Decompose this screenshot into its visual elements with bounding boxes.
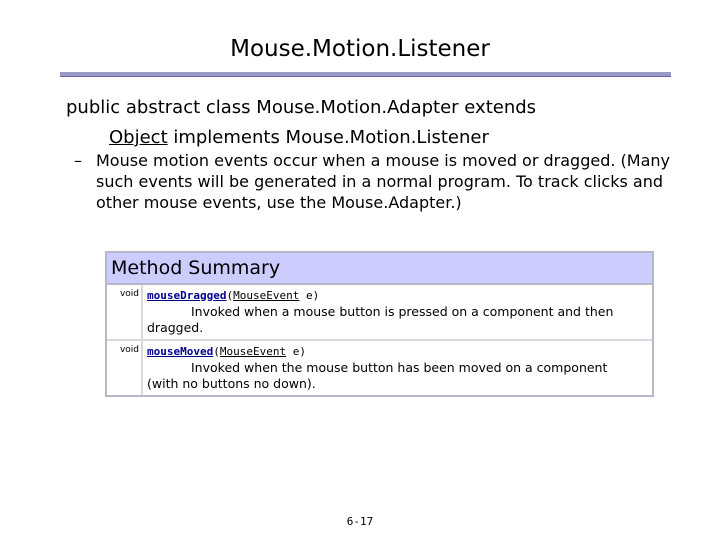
method-description-line-2: (with no buttons no down). (147, 376, 316, 391)
bullet-text: Mouse motion events occur when a mouse is moved or dragged. (Many such events will be generated in a normal program. To track clicks and other mouse events, use the Mouse.Adapter.) (96, 151, 670, 212)
method-description-line-1: Invoked when the mouse button has been moved on a component (191, 360, 608, 375)
method-row (107, 341, 652, 395)
bullet-point (74, 150, 674, 213)
method-name-link[interactable]: mouseMoved (147, 345, 214, 358)
method-row (107, 285, 652, 341)
method-description (147, 360, 648, 392)
object-link[interactable]: Object (109, 127, 168, 148)
method-paren: ( (226, 289, 234, 302)
method-body (143, 341, 652, 395)
declaration-implements: implements Mouse.Motion.Listener (167, 127, 489, 148)
method-name-link[interactable]: mouseDragged (147, 289, 227, 302)
slide-title: Mouse.Motion.Listener (230, 36, 490, 62)
title-divider (60, 72, 671, 77)
method-signature (147, 288, 648, 304)
param-type-link[interactable]: MouseEvent (233, 289, 300, 302)
declaration-line-2 (66, 123, 536, 153)
method-description-line-1: Invoked when a mouse button is pressed on a component and then (191, 304, 614, 319)
method-paren: ( (213, 345, 220, 358)
method-summary-heading: Method Summary (107, 253, 652, 285)
method-description (147, 304, 648, 336)
declaration-line-1: public abstract class Mouse.Motion.Adapter extends (66, 97, 537, 118)
bullet-dash: – (74, 151, 82, 170)
page-number: 6-17 (346, 515, 374, 528)
method-return-type: void (107, 285, 143, 339)
class-declaration (66, 93, 536, 153)
param-rest: e) (299, 289, 320, 302)
method-return-type: void (107, 341, 143, 395)
method-description-line-2: dragged. (147, 320, 204, 335)
method-signature (147, 344, 648, 360)
param-rest: e) (286, 345, 306, 358)
param-type-link[interactable]: MouseEvent (219, 345, 287, 358)
method-summary-table (105, 251, 654, 397)
method-body (143, 285, 652, 339)
